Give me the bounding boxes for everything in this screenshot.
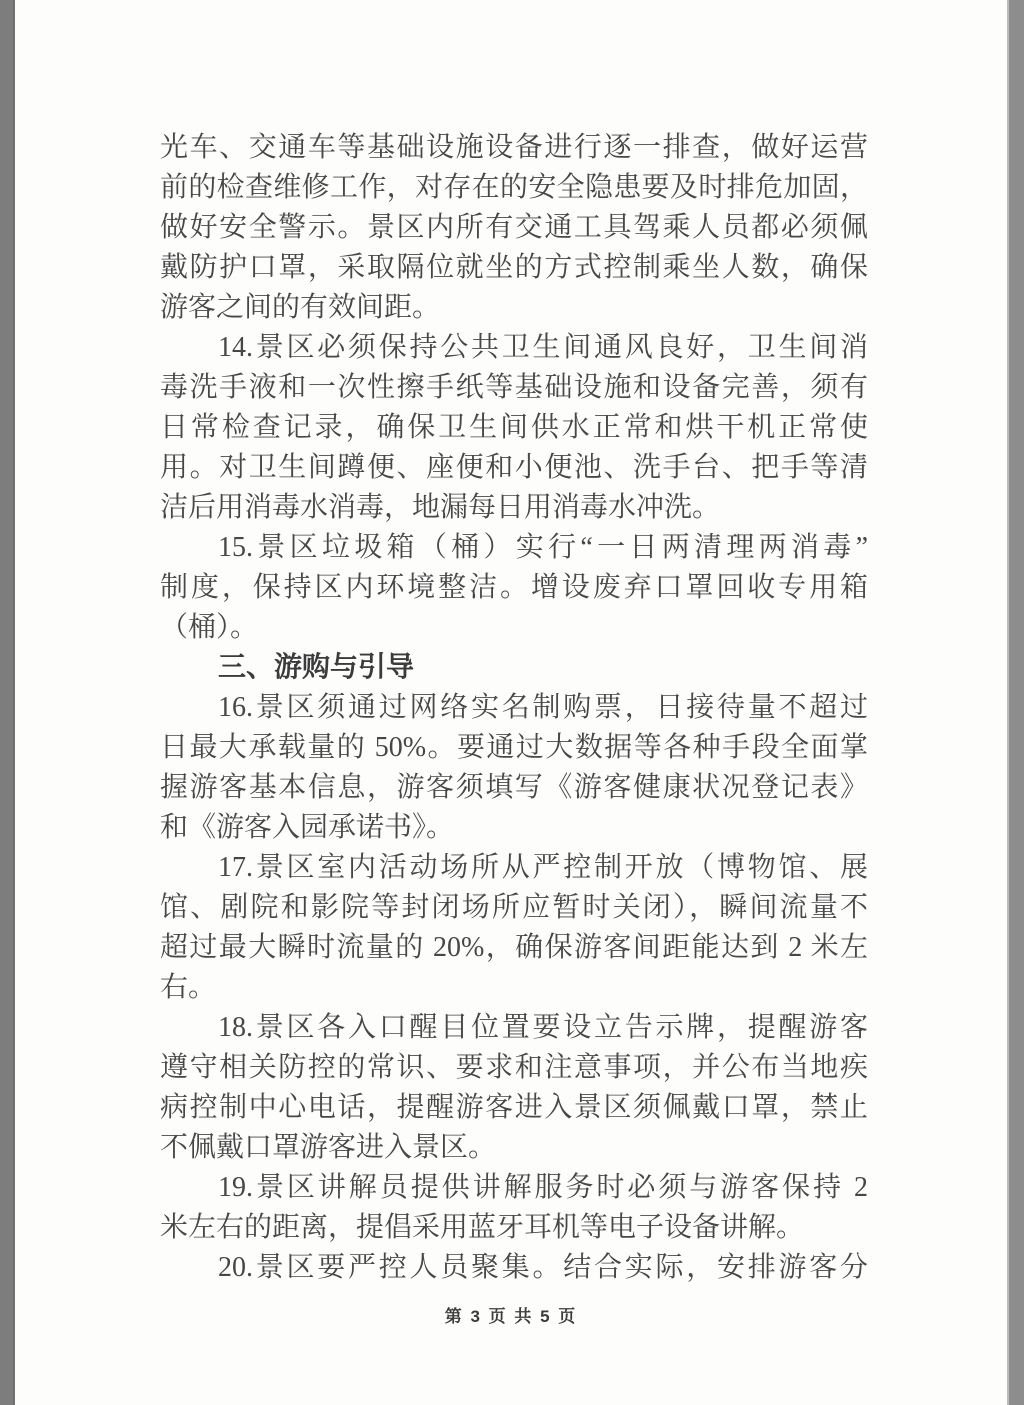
text-line: 游客之间的有效间距。 [160, 292, 441, 323]
text-line: （桶）。 [160, 612, 259, 643]
text-line: 病控制中心电话，提醒游客进入景区须佩戴口罩，禁止 [160, 1092, 868, 1123]
paragraph [160, 1008, 868, 1168]
text-line: 不佩戴口罩游客进入景区。 [160, 1132, 497, 1163]
text-line: 戴防护口罩，采取隔位就坐的方式控制乘坐人数，确保 [160, 252, 868, 283]
right-edge-strip [1007, 0, 1024, 1405]
document-body [160, 128, 868, 1288]
page-footer: 第 3 页 共 5 页 [444, 1307, 578, 1326]
text-line: 前的检查维修工作，对存在的安全隐患要及时排危加固， [160, 172, 868, 203]
text-line: 超过最大瞬时流量的 20%，确保游客间距能达到 2 米左 [160, 932, 868, 963]
text-line: 和《游客入园承诺书》。 [160, 812, 455, 843]
text-line: 18.景区各入口醒目位置要设立告示牌，提醒游客 [218, 1012, 868, 1043]
text-line: 日最大承载量的 50%。要通过大数据等各种手段全面掌 [160, 732, 868, 763]
paragraph [160, 1248, 868, 1288]
text-line: 馆、剧院和影院等封闭场所应暂时关闭），瞬间流量不 [160, 892, 868, 923]
text-line: 光车、交通车等基础设施设备进行逐一排查，做好运营 [160, 132, 868, 163]
text-line: 15.景区垃圾箱（桶）实行“一日两清理两消毒” [218, 532, 868, 563]
text-line: 做好安全警示。景区内所有交通工具驾乘人员都必须佩 [160, 212, 868, 243]
text-line: 14.景区必须保持公共卫生间通风良好，卫生间消 [218, 332, 868, 363]
paragraph [160, 1168, 868, 1248]
text-line: 用。对卫生间蹲便、座便和小便池、洗手台、把手等清 [160, 452, 868, 483]
section-heading [160, 648, 868, 688]
text-line: 遵守相关防控的常识、要求和注意事项，并公布当地疾 [160, 1052, 868, 1083]
text-line: 20.景区要严控人员聚集。结合实际，安排游客分 [218, 1252, 868, 1283]
text-line: 毒洗手液和一次性擦手纸等基础设施和设备完善，须有 [160, 372, 868, 403]
text-line: 右。 [160, 972, 217, 1003]
text-line: 19.景区讲解员提供讲解服务时必须与游客保持 2 [218, 1172, 868, 1203]
paragraph [160, 688, 868, 848]
text-line: 16.景区须通过网络实名制购票，日接待量不超过 [218, 692, 868, 723]
document-page [15, 0, 1007, 1405]
paragraph [160, 128, 868, 328]
text-line: 洁后用消毒水消毒，地漏每日用消毒水冲洗。 [160, 492, 721, 523]
text-line: 握游客基本信息，游客须填写《游客健康状况登记表》 [160, 772, 868, 803]
paragraph [160, 848, 868, 1008]
text-line: 米左右的距离，提倡采用蓝牙耳机等电子设备讲解。 [160, 1212, 805, 1243]
text-line: 制度，保持区内环境整洁。增设废弃口罩回收专用箱 [160, 572, 868, 603]
text-line: 日常检查记录，确保卫生间供水正常和烘干机正常使 [160, 412, 868, 443]
paragraph [160, 328, 868, 528]
text-line: 三、游购与引导 [218, 652, 415, 683]
left-edge-strip [0, 0, 15, 1405]
paragraph [160, 528, 868, 648]
text-line: 17.景区室内活动场所从严控制开放（博物馆、展 [218, 852, 868, 883]
